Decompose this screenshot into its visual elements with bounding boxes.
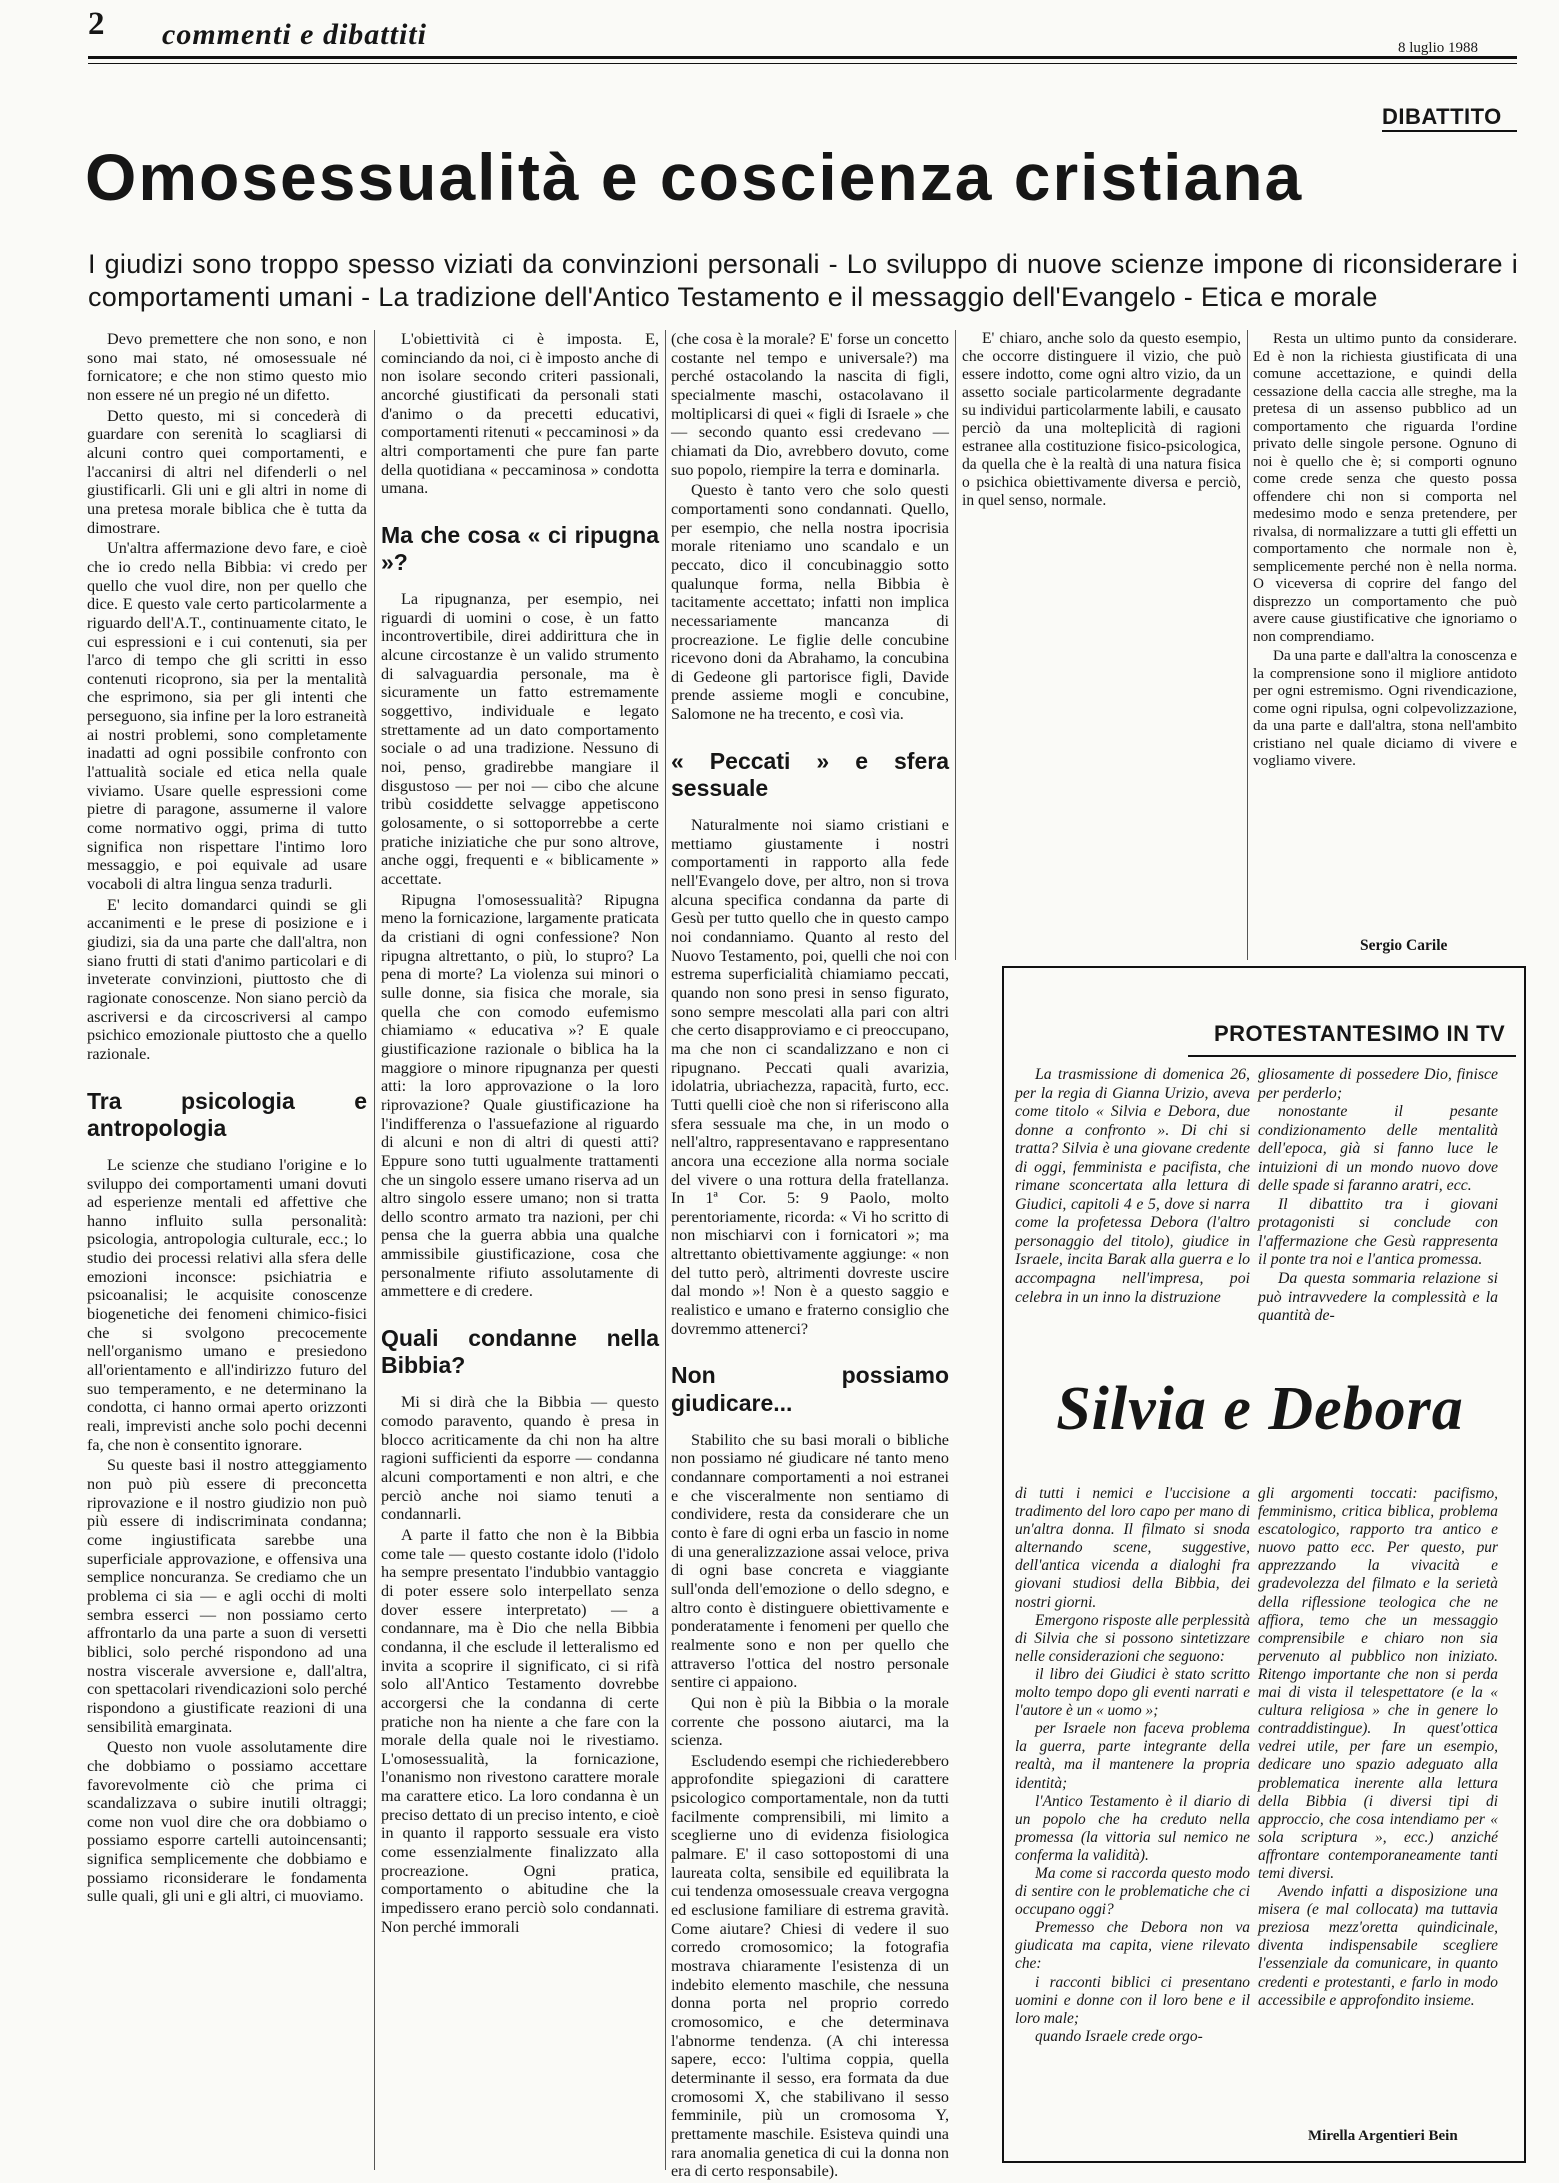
paragraph: Da questa sommaria relazione si può intravvedere la complessità e la quantità de- bbox=[1258, 1270, 1498, 1325]
paragraph: La trasmissione di domenica 26, per la regia di Gianna Urizio, aveva come titolo « Silvia e Debora, due donne a confronto ». Di chi si tratta? Silvia è una giovane credente di oggi, femminista e pacifista, che rimane sconcertata alla lettura di Giudici, capitoli 4 e 5, dove si narra come la profetessa Debora (l'altro personaggio del titolo), giudice in Israele, incita Barak alla guerra e lo accompagna nell'impresa, poi celebra in un inno la distruzione bbox=[1015, 1066, 1250, 1306]
paragraph: E' lecito domandarci quindi se gli accanimenti e le prese di posizione e i giudizi, sia da una parte che dall'altra, non siano frutti di stati d'animo particolari e di inveterate convinzioni, piuttosto che di ragionate conoscenze. Non siano perciò da ascriversi e da circoscriversi al campo psichico emozionale piuttosto che a quello razionale. bbox=[87, 895, 367, 1063]
paragraph: Su queste basi il nostro atteggiamento non può più essere di preconcetta riprovazione e il nostro giudizio non può più essere di indiscriminata condanna; come ingiustificata sarebbe una superficiale approvazione, e offensiva una semplice noncuranza. Se crediamo che un problema ci sia — e agli occhi di molti sembra esserci — non possiamo certo affrontarlo da una parte a suon di versetti biblici, solo perché rispondono ad una nostra viscerale avversione e, dall'altra, con spettacolari rivendicazioni solo perché rispondono a giustificate reazioni di una sensibilità emarginata. bbox=[87, 1456, 367, 1736]
paragraph: per Israele non faceva problema la guerra, parte integrante della realtà, ma il mantenere la propria identità; bbox=[1015, 1720, 1250, 1792]
sidebar-column-1 bbox=[1015, 1066, 1250, 1307]
subhead-peccati: « Peccati » e sfera sessuale bbox=[671, 747, 949, 801]
sidebar-kicker: PROTESTANTESIMO IN TV bbox=[1214, 1021, 1506, 1046]
article-column-5 bbox=[1253, 330, 1517, 772]
column-divider bbox=[955, 330, 956, 960]
column-divider bbox=[1247, 330, 1248, 960]
section-title: commenti e dibattiti bbox=[162, 18, 427, 51]
article-column-3 bbox=[671, 330, 949, 2183]
sidebar-title: Silvia e Debora bbox=[1056, 1375, 1464, 1443]
paragraph: Escludendo esempi che richiederebbero approfondite spiegazioni di carattere psicologico comportamentale, non da tutti facilmente comprensibili, mi limito a sceglierne uno di evidenza fisiologica palmare. E' il caso sottopostomi di una laureata colta, sensibile ed equilibrata la cui tendenza omosessuale creava vergogna ed esclusione familiare di estrema gravità. Come aiutare? Chiesi di vedere il suo corredo cromosomico; la fotografia mostrava chiaramente l'esistenza di un indebito elemento maschile, che nessuna donna porta nel proprio corredo cromosomico, e che determinava l'abnorme tendenza. (A chi interessa sapere, ecco: l'ultima coppia, quella determinante il sesso, era formata da due cromosomi X, che stabilivano il sesso femminile, più un cromosoma Y, prettamente maschile. Esisteva quindi una rara anomalia genetica di cui la donna non era di certo responsabile). bbox=[671, 1751, 949, 2181]
paragraph: Avendo infatti a disposizione una misera (e mal collocata) ma tuttavia preziosa mezz'oretta quindicinale, diventa indispensabile scegliere l'essenziale da comunicare, in quanto credenti e protestanti, e farlo in modo accessibile e approfondito insieme. bbox=[1258, 1883, 1498, 2009]
sidebar-column-4 bbox=[1258, 1485, 1498, 2010]
issue-date: 8 luglio 1988 bbox=[1398, 40, 1479, 56]
subhead-condanne: Quali condanne nella Bibbia? bbox=[381, 1325, 659, 1379]
sidebar-kicker-rule bbox=[1188, 1055, 1516, 1057]
paragraph: Un'altra affermazione devo fare, e cioè che io credo nella Bibbia: vi credo per quello che vuol dire, non per quello che dice. E questo vale certo particolarmente a riguardo dell'A.T., continuamente citato, le cui espressioni e i cui contenuti, sia per l'arco di tempo che gli scritti in esso contenuti ricoprono, sia per la mentalità che esprimono, sia per gli intenti che perseguono, sia infine per la loro estraneità ai nostri problemi, sono completamente inadatti ad ogni possibile confronto con l'attualità sociale ed etica nella quale viviamo. Usare quelle espressioni come pietre di paragone, assumerne il valore come normativo oggi, prima di tutto significa non rispettare l'intimo loro messaggio, e poi equivale ad usare vocaboli di altra lingua senza tradurli. bbox=[87, 539, 367, 894]
column-divider bbox=[374, 330, 375, 2170]
paragraph: il libro dei Giudici è stato scritto molto tempo dopo gli eventi narrati e l'autore è un « uomo »; bbox=[1015, 1665, 1250, 1720]
subhead-psicologia: Tra psicologia e antropologia bbox=[87, 1087, 367, 1141]
headline: Omosessualità e coscienza cristiana bbox=[85, 140, 1304, 214]
paragraph: gli argomenti toccati: pacifismo, femminismo, critica biblica, problema escatologico, rapporto tra antico e nuovo patto ecc. Per questo, pur apprezzando la vivacità e gradevolezza del filmato e la serietà della riflessione teologica che ne affiora, temo che un messaggio comprensibile e chiaro non sia pervenuto al pubblico non iniziato. Ritengo importante che non si perda mai di vista il telespettatore (e la « cultura religiosa » che in genere lo contraddistingue). In quest'ottica vedrei utile, per fare un esempio, dedicare uno spazio adeguato alla problematica inerente alla lettura della Bibbia (i diversi tipi di approccio, che cosa intendiamo per « sola scriptura », ecc.) anziché affrontare contemporaneamente tanti temi diversi. bbox=[1258, 1485, 1498, 1882]
header-rule bbox=[88, 56, 1517, 59]
paragraph: E' chiaro, anche solo da questo esempio, che occorre distinguere il vizio, che può essere indotto, come ogni altro vizio, da un assetto sociale particolarmente degradante su individui particolarmente labili, e causato perciò da una molteplicità di ragioni estranee alla costituzione fisico-psicologica, da quella che è la realtà di una natura fisica o psichica obiettivamente diversa e perciò, in quel senso, normale. bbox=[962, 330, 1241, 509]
paragraph: Devo premettere che non sono, e non sono mai stato, né omosessuale né fornicatore; e che non stimo questo mio non essere né un pregio né un difetto. bbox=[87, 330, 367, 404]
page-number: 2 bbox=[88, 6, 105, 42]
paragraph: Qui non è più la Bibbia o la morale corrente che possono aiutarci, ma la scienza. bbox=[671, 1693, 949, 1750]
paragraph: Stabilito che su basi morali o bibliche non possiamo né giudicare né tanto meno condannare comportamenti a noi estranei e che visceralmente non sentiamo di condividere, resta da considerare che un conto è fare di ogni erba un fascio in nome di una generalizzazione assai veloce, priva di ogni base concreta e viaggiante sull'onda dell'emozione o dello sdegno, e altro conto è distinguere obiettivamente e ponderatamente i fenomeni per quello che realmente sono e non per quello che attraverso l'ottica del nostro personale sentire ci appaiono. bbox=[671, 1430, 949, 1692]
paragraph: quando Israele crede orgo- bbox=[1035, 2027, 1203, 2045]
paragraph: di tutti i nemici e l'uccisione a tradimento del loro capo per mano di un'altra donna. Il filmato si snoda alternando scene, suggestive, dell'antica vicenda a dialoghi fra giovani studiosi della Bibbia, dei nostri giorni. bbox=[1015, 1485, 1250, 1611]
article-column-4 bbox=[962, 330, 1241, 512]
paragraph: Ripugna l'omosessualità? Ripugna meno la fornicazione, largamente praticata da cristiani di ogni confessione? Non ripugna altrettanto, o più, lo stupro? La pena di morte? La violenza sui minori o sulle donne, sia fisica che morale, sia quella che con comodo eufemismo chiamiamo « educativa »? E quale giustificazione razionale o biblica ha la maggiore o minore ripugnanza per questi atti: la loro approvazione o la loro riprovazione? Quale giustificazione ha l'indifferenza o l'assuefazione al riguardo di alcuni e non di altri di questi atti? Eppure sono tutti ugualmente trattamenti che un singolo essere umano riserva ad un altro singolo essere umano; non si tratta dello scontro armato tra nazioni, per chi pensa che la guerra abbia una qualche ammissibile giustificazione, cosa che personalmente rifiuto assolutamente di ammettere e di credere. bbox=[381, 890, 659, 1301]
article-column-2 bbox=[381, 330, 659, 1938]
paragraph: Il dibattito tra i giovani protagonisti si conclude con l'affermazione che Gesù rappresenta il ponte tra noi e l'antica promessa. bbox=[1258, 1195, 1498, 1269]
sidebar-column-3 bbox=[1015, 1485, 1250, 2046]
paragraph: Le scienze che studiano l'origine e lo sviluppo dei comportamenti umani dovuti ad esperienze mentali ed affettive che hanno influito sulla personalità: psicologia, antropologia culturale, ecc.; lo studio dei processi relativi alla sfera delle emozioni inconsce: psichiatria e psicoanalisi; le acquisite conoscenze biogenetiche dei fenomeni chimico-fisici che si svolgono precocemente nell'organismo umano e presiedono all'orientamento e all'indirizzo futuro del suo temperamento, e ne determinano la condotta, ci hanno ormai aperto orizzonti reali, imprevisti anche solo pochi decenni fa, che non è consentito ignorare. bbox=[87, 1155, 367, 1454]
paragraph: La ripugnanza, per esempio, nei riguardi di uomini o cose, è un fatto incontrovertibile, direi addirittura che in alcune circostanze è un valido strumento di salvaguardia personale, ma è sicuramente un fatto estremamente soggettivo, individuale e legato strettamente ad un dato comportamento sociale o ad una tradizione. Nessuno di noi, penso, gradirebbe mangiare il disgustoso — per noi — cibo che alcune tribù cosiddette selvagge appetiscono golosamente, o si sottoporrebbe a certe pratiche iniziatiche che pur sono altrove, anche oggi, frequenti e « biblicamente » accettate. bbox=[381, 590, 659, 888]
paragraph: Mi si dirà che la Bibbia — questo comodo paravento, quando è presa in blocco acriticamente da chi non ha altre ragioni sufficienti da esporre — condanna alcuni comportamenti e non altri, e che perciò anche noi siamo tenuti a condannarli. bbox=[381, 1393, 659, 1524]
paragraph: Ma come si raccorda questo modo di sentire con le problematiche che ci occupano oggi? bbox=[1015, 1864, 1250, 1919]
article-signature: Sergio Carile bbox=[1360, 937, 1448, 954]
sidebar-column-2 bbox=[1258, 1066, 1498, 1326]
paragraph: Detto questo, mi si concederà di guardare con serenità lo scagliarsi di alcuni contro quei comportamenti, e l'accanirsi di altri nel difenderli o nel giustificarli. Gli uni e gli altri in nome di una pretesa morale biblica che è tutta da dimostrare. bbox=[87, 406, 367, 537]
article-kicker: DIBATTITO bbox=[1382, 104, 1502, 129]
paragraph: i racconti biblici ci presentano uomini e donne con il loro bene e il loro male; bbox=[1015, 1973, 1250, 2027]
sidebar-signature: Mirella Argentieri Bein bbox=[1308, 2128, 1458, 2144]
header-rule-thin bbox=[88, 63, 1517, 64]
paragraph: l'Antico Testamento è il diario di un popolo che ha creduto nella promessa (la vittoria sul nemico ne conferma la validità). bbox=[1015, 1792, 1250, 1864]
subhead-giudicare: Non possiamo giudicare... bbox=[671, 1362, 949, 1416]
paragraph: Da una parte e dall'altra la conoscenza e la comprensione sono il migliore antidoto per ogni estremismo. Ogni rivendicazione, come ogni ripulsa, ogni colpevolizzazione, da una parte e dall'altra, stona nell'ambito cristiano nel quale diciamo di vivere e vogliamo vivere. bbox=[1253, 647, 1517, 769]
paragraph: Naturalmente noi siamo cristiani e mettiamo giustamente i nostri comportamenti in rapporto alla fede nell'Evangelo dove, per altro, non si trova alcuna specifica condanna da parte di Gesù per tutto quello che in questo campo noi condanniamo. Quanto al resto del Nuovo Testamento, poi, quelli che noi con estrema superficialità chiamiamo peccati, quando non sono presi in senso figurato, sono sempre mescolati alla pari con altri che certo disapproviamo e ci preoccupano, ma che non ci scandalizzano e non ci ripugnano. Peccati quali avarizia, idolatria, ubriachezza, rapacità, furto, ecc. Tutti quelli cioè che non si riferiscono alla sfera sessuale ma che, in un modo o nell'altro, rappresentavano e rappresentano ancora una eccezione alla norma sociale del vivere o una rottura della fratellanza. In 1ª Cor. 5: 9 Paolo, molto perentoriamente, ricorda: « Vi ho scritto di non mischiarvi con i fornicatori »; ma altrettanto obiettivamente aggiunge: « non del tutto però, altrimenti dovreste uscire dal mondo »! Non è a questo saggio e realistico e umano e fraterno consiglio che dovremmo attenerci? bbox=[671, 816, 949, 1338]
column-divider bbox=[665, 330, 666, 2170]
paragraph: gliosamente di possedere Dio, finisce per perderlo; bbox=[1258, 1066, 1498, 1102]
article-column-1 bbox=[87, 330, 367, 1908]
subhead-ripugna: Ma che cosa « ci ripugna »? bbox=[381, 521, 659, 576]
paragraph: Resta un ultimo punto da considerare. Ed è non la richiesta giustificata di una comune accettazione, e quindi della cessazione della caccia alle streghe, ma la pretesa di un assenso pubblico ad un comportamento che riguarda l'ordine privato delle singole persone. Ognuno di noi è quello che è; si comporti ognuno come crede senza che questo possa offendere chi non si comporta nel medesimo modo e senza pretendere, per rivalsa, di normalizzare a tutti gli effetti un comportamento che normale non è, semplicemente perché non è nella norma. O viceversa di coprire del fango del disprezzo un comportamento che può avere cause giustificative che ignoriamo o non comprendiamo. bbox=[1253, 330, 1517, 645]
paragraph: nonostante il pesante condizionamento delle mentalità dell'epoca, già si fanno luce le intuizioni di un mondo nuovo dove delle spade si faranno aratri, ecc. bbox=[1258, 1103, 1498, 1195]
paragraph: A parte il fatto che non è la Bibbia come tale — questo costante idolo (l'idolo ha sempre presentato l'indubbio vantaggio di poter essere solo interpellato senza dover essere interpretato) — a condannare, ma è Dio che nella Bibbia condanna, il che esclude il letteralismo ed invita a scoprire il significato, ci si rifà solo all'Antico Testamento dovrebbe accorgersi che la condanna di certe pratiche non ha niente a che fare con la morale della quale noi le rivestiamo. L'omosessualità, la fornicazione, l'onanismo non rivestono carattere morale ma carattere etico. La loro condanna è un preciso dettato di un preciso intento, e cioè in quanto il rapporto sessuale era visto come essenzialmente finalizzato alla procreazione. Ogni pratica, comportamento o abitudine che la impedissero erano perciò solo condannati. Non perché immorali bbox=[381, 1525, 659, 1936]
paragraph: Questo non vuole assolutamente dire che dobbiamo o possiamo accettare favorevolmente ciò che prima ci scandalizzava o subire inutili oltraggi; come non vuol dire che ora dobbiamo o possiamo esporre cartelli autoincensanti; significa semplicemente che dobbiamo e possiamo riconsiderare le fondamenta sulle quali, gli uni e gli altri, ci muoviamo. bbox=[87, 1738, 367, 1906]
paragraph: Premesso che Debora non va giudicata ma capita, viene rilevato che: bbox=[1015, 1919, 1250, 1973]
paragraph: L'obiettività ci è imposta. E, cominciando da noi, ci è imposto anche di non isolare secondo criteri passionali, ancorché giustificati da personali stati d'animo o da precetti educativi, comportamenti ritenuti « peccaminosi » da altri comportamenti che pure fan parte della quotidiana « peccaminosa » condotta umana. bbox=[381, 330, 659, 498]
paragraph: Questo è tanto vero che solo questi comportamenti sono condannati. Quello, per esempio, che nella nostra ipocrisia morale riteniamo uno scandalo e un peccato, dico il concubinaggio sotto qualunque forma, nella Bibbia è tacitamente accettato; infatti non implica necessariamente mancanza di procreazione. Le figlie delle concubine ricevono doni da Abrahamo, la concubina di Gedeone gli partorisce figli, Davide prende assieme mogli e concubine, Salomone ne ha trecento, e così via. bbox=[671, 481, 949, 724]
paragraph: (che cosa è la morale? E' forse un concetto costante nel tempo e universale?) ma perché ostacolando la nascita di figli, specialmente maschi, ostacolavano il moltiplicarsi di quei « figli di Israele » che — secondo quanto essi credevano — chiamati da Dio, avrebbero dovuto, come suo popolo, riempire la terra e dominarla. bbox=[671, 330, 949, 479]
subheadline: I giudizi sono troppo spesso viziati da convinzioni personali - Lo sviluppo di nuove scienze impone di riconsiderare i comportamenti umani - La tradizione dell'Antico Testamento e il messaggio dell'Evangelo - Etica e morale bbox=[88, 249, 1518, 313]
paragraph: Emergono risposte alle perplessità di Silvia che si possono sintetizzare nelle considerazioni che seguono: bbox=[1015, 1611, 1250, 1665]
kicker-rule bbox=[1382, 130, 1517, 132]
